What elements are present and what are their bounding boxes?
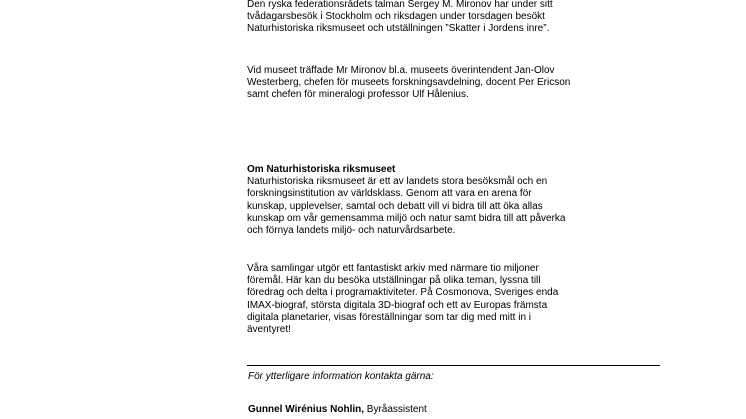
- text-line: föredrag och delta i programaktiviteter. På Cosmonova, Sveriges enda: [247, 287, 559, 299]
- about-heading: Om Naturhistoriska riksmuseet: [247, 164, 396, 175]
- text-line: Westerberg, chefen för museets forskningsavdelning, docent Per Ericson: [247, 77, 571, 89]
- text-line: samt chefen för mineralogi professor Ulf Hålenius.: [247, 89, 469, 101]
- text-line: Naturhistoriska riksmuseet är ett av landets stora besöksmål och en: [247, 176, 548, 188]
- section-divider: [247, 365, 660, 366]
- text-line: tvådagarsbesök i Stockholm och riksdagen under torsdagen besökt: [247, 11, 545, 23]
- text-line: Våra samlingar utgör ett fantastiskt arkiv med närmare tio miljoner: [247, 263, 539, 274]
- text-line: kunskap om vår gemensamma miljö och natur samt bidra till att påverka: [247, 212, 566, 224]
- text-line: och förnya landets miljö- och naturvårdsarbete.: [247, 225, 456, 237]
- contact-name: Gunnel Wirénius Nohlin,: [248, 404, 365, 415]
- contact-intro: För ytterligare information kontakta gärna:: [248, 371, 434, 382]
- text-line: digitala planetarier, visas föreställningar som tar dig med mitt in i: [247, 311, 532, 323]
- contact-role: Byråassistent: [364, 404, 427, 415]
- text-line: forskningsinstitution av världsklass. Genom att vara en arena för: [247, 188, 532, 200]
- text-line: Vid museet träffade Mr Mironov bl.a. museets överintendent Jan-Olov: [247, 65, 555, 76]
- text-line: kunskap, upplevelser, samtal och debatt vill vi bidra till att öka allas: [247, 200, 543, 212]
- text-line: Den ryska federationsrådets talman Sergey M. Mironov har under sitt: [247, 0, 553, 10]
- text-line: Naturhistoriska riksmuseet och utställningen ”Skatter i Jordens inre”.: [247, 23, 550, 35]
- text-line: äventyret!: [247, 324, 291, 336]
- intro-paragraph: [247, 0, 553, 36]
- collections-paragraph: [247, 263, 558, 336]
- meeting-paragraph: [247, 65, 570, 102]
- contact-person: [248, 404, 427, 415]
- about-section: [247, 164, 565, 237]
- text-line: IMAX-biograf, största digitala 3D-biograf och ett av Europas främsta: [247, 299, 548, 311]
- text-line: föremål. Här kan du besöka utställningar på olika teman, lyssna till: [247, 275, 541, 287]
